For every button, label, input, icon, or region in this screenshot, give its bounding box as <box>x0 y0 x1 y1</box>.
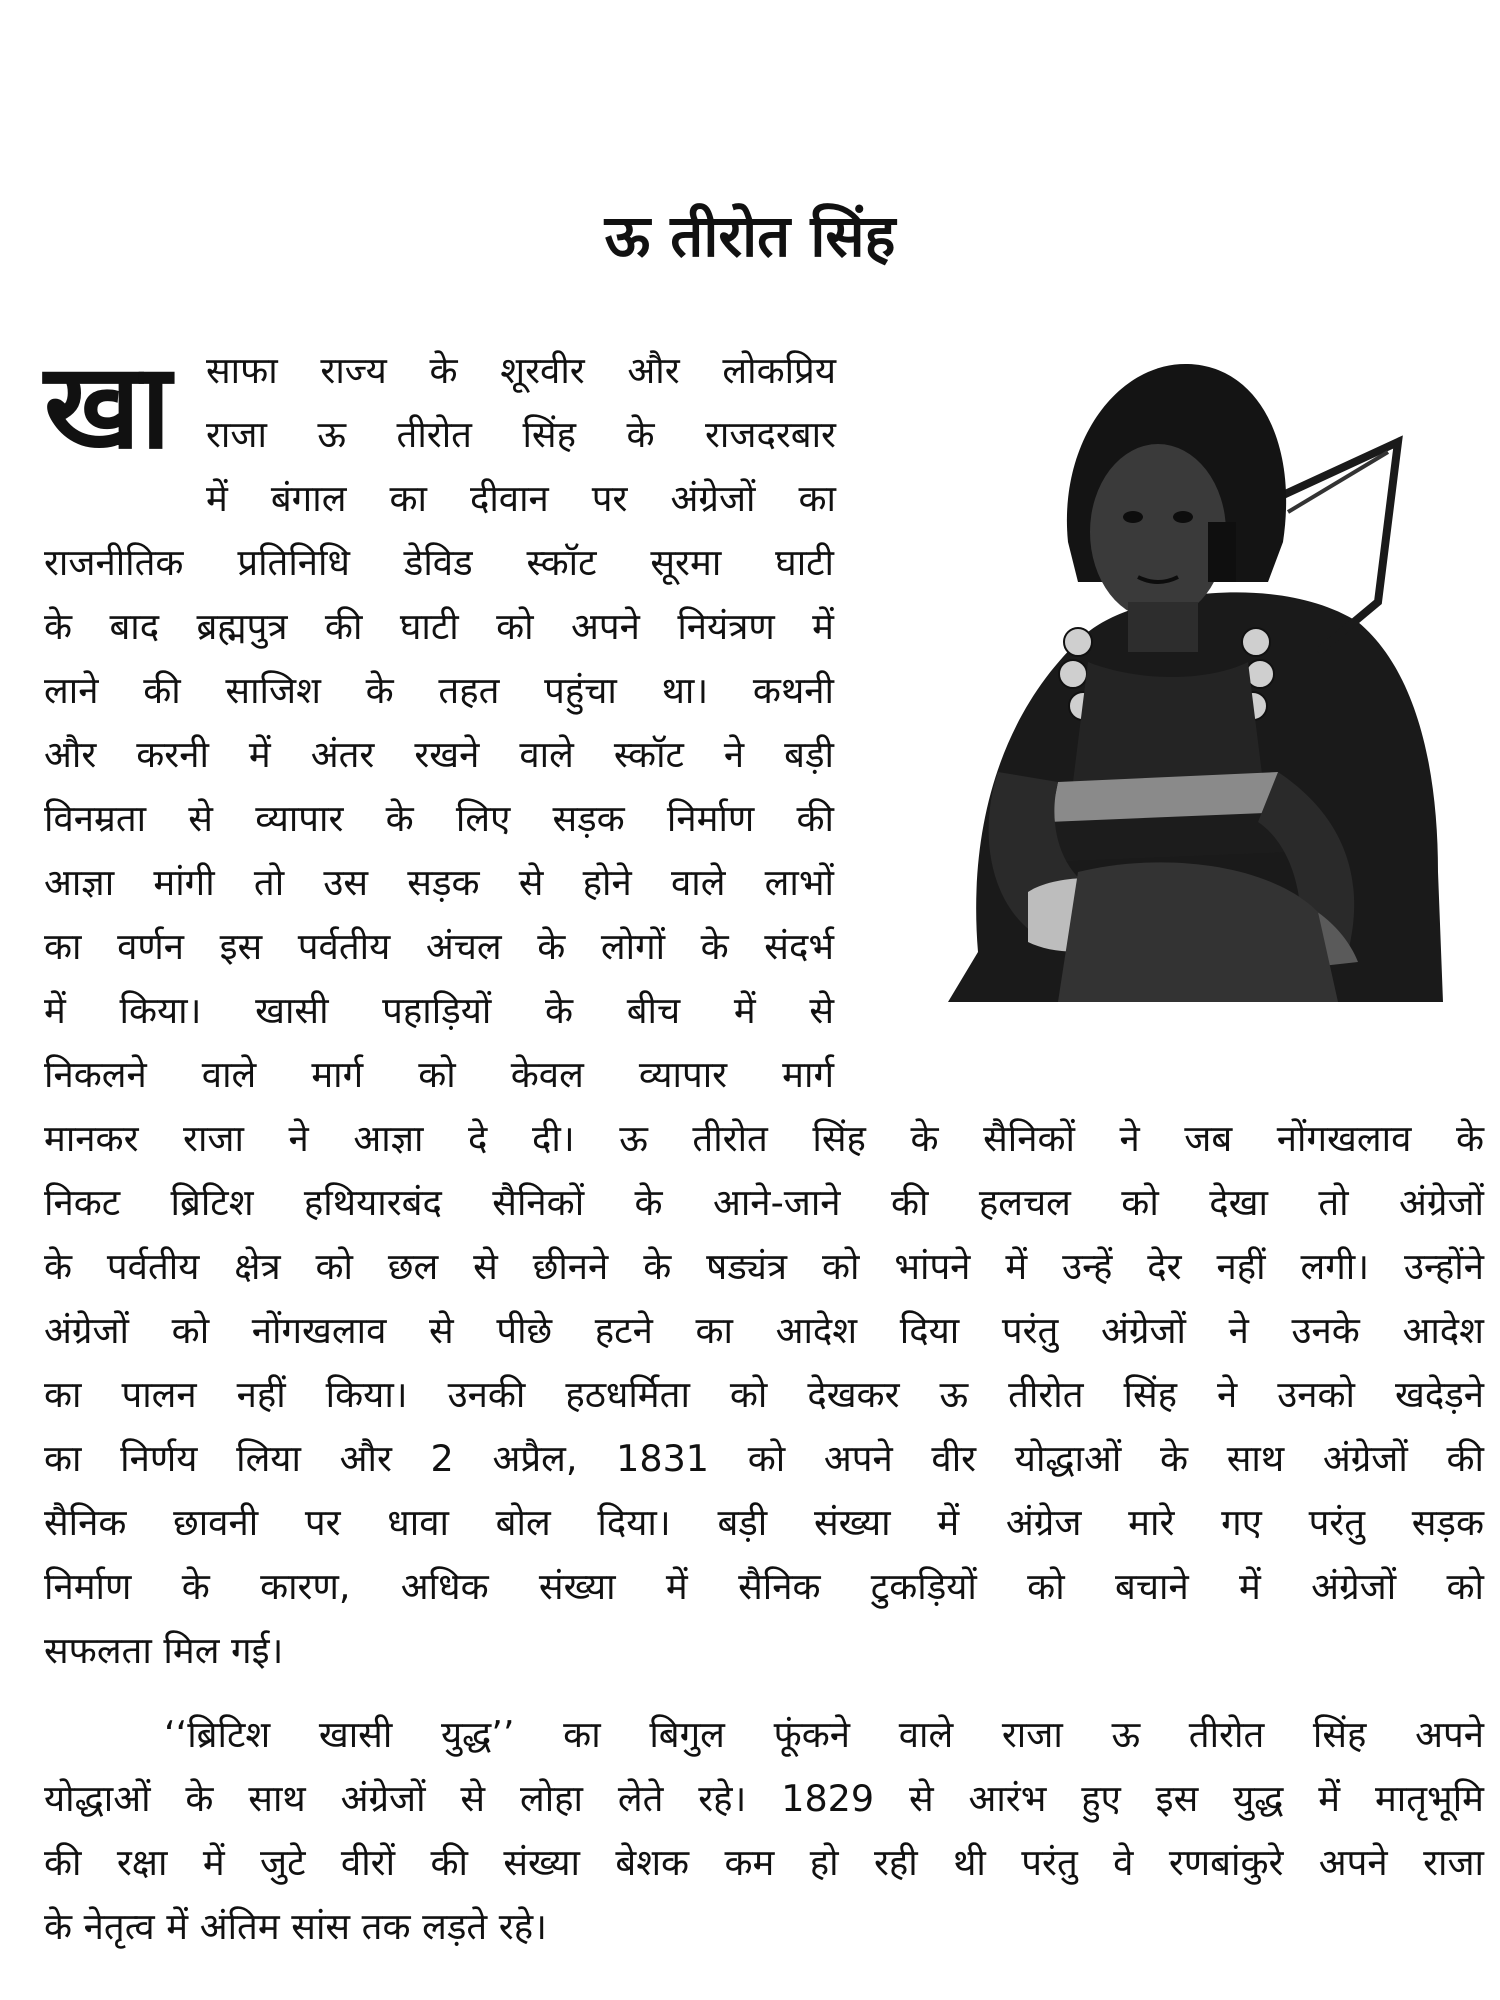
paragraph-line: निर्माण के कारण, अधिक संख्या में सैनिक टुकड़ियों को बचाने में अंग्रेजों को <box>44 1565 1484 1608</box>
paragraph-line: राजनीतिक प्रतिनिधि डेविड स्कॉट सूरमा घाटी <box>44 541 834 584</box>
paragraph-line: लाने की साजिश के तहत पहुंचा था। कथनी <box>44 669 834 712</box>
paragraph-line: आज्ञा मांगी तो उस सड़क से होने वाले लाभों <box>44 861 834 904</box>
paragraph-line: अंग्रेजों को नोंगखलाव से पीछे हटने का आदेश दिया परंतु अंग्रेजों ने उनके आदेश <box>44 1309 1484 1352</box>
paragraph-line: मानकर राजा ने आज्ञा दे दी। ऊ तीरोत सिंह के सैनिकों ने जब नोंगखलाव के <box>44 1117 1484 1160</box>
paragraph-line: निकट ब्रिटिश हथियारबंद सैनिकों के आने-जाने की हलचल को देखा तो अंग्रेजों <box>44 1181 1484 1224</box>
paragraph-line: की रक्षा में जुटे वीरों की संख्या बेशक कम हो रही थी परंतु वे रणबांकुरे अपने राजा <box>44 1841 1484 1884</box>
paragraph-line: के बाद ब्रह्मपुत्र की घाटी को अपने नियंत्रण में <box>44 605 834 648</box>
paragraph-line: का निर्णय लिया और 2 अप्रैल, 1831 को अपने वीर योद्धाओं के साथ अंग्रेजों की <box>44 1437 1484 1480</box>
portrait-image <box>938 352 1456 1012</box>
paragraph-line: के पर्वतीय क्षेत्र को छल से छीनने के षड्यंत्र को भांपने में उन्हें देर नहीं लगी। उन्होंने <box>44 1245 1484 1288</box>
paragraph-line: के नेतृत्व में अंतिम सांस तक लड़ते रहे। <box>44 1905 547 1948</box>
paragraph-line: विनम्रता से व्यापार के लिए सड़क निर्माण की <box>44 797 834 840</box>
paragraph-line: में किया। खासी पहाड़ियों के बीच में से <box>44 989 834 1032</box>
paragraph-line: ‘‘ब्रिटिश खासी युद्ध’’ का बिगुल फूंकने वाले राजा ऊ तीरोत सिंह अपने <box>164 1713 1484 1756</box>
paragraph-line: सफलता मिल गई। <box>44 1629 284 1672</box>
paragraph-line: और करनी में अंतर रखने वाले स्कॉट ने बड़ी <box>44 733 834 776</box>
paragraph-line: साफा राज्य के शूरवीर और लोकप्रिय <box>206 349 836 392</box>
paragraph-line: में बंगाल का दीवान पर अंग्रेजों का <box>206 477 836 520</box>
page-title: ऊ तीरोत सिंह <box>604 202 896 270</box>
paragraph-line: राजा ऊ तीरोत सिंह के राजदरबार <box>206 413 836 456</box>
paragraph-line: का पालन नहीं किया। उनकी हठधर्मिता को देखकर ऊ तीरोत सिंह ने उनको खदेड़ने <box>44 1373 1484 1416</box>
paragraph-line: का वर्णन इस पर्वतीय अंचल के लोगों के संदर्भ <box>44 925 834 968</box>
paragraph-line: निकलने वाले मार्ग को केवल व्यापार मार्ग <box>44 1053 834 1096</box>
paragraph-line: योद्धाओं के साथ अंग्रेजों से लोहा लेते रहे। 1829 से आरंभ हुए इस युद्ध में मातृभूमि <box>44 1777 1484 1820</box>
drop-cap: खा <box>44 337 172 475</box>
paragraph-line: सैनिक छावनी पर धावा बोल दिया। बड़ी संख्या में अंग्रेज मारे गए परंतु सड़क <box>44 1501 1484 1544</box>
